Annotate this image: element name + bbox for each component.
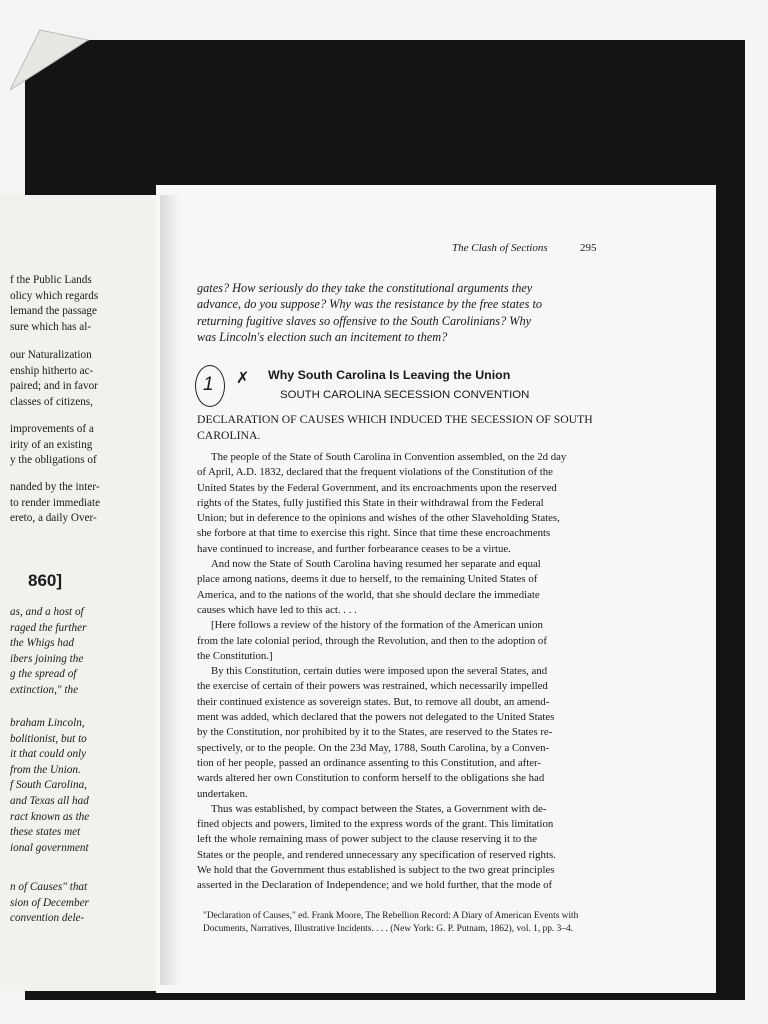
body-line: by the Constitution, nor prohibited by it to the States, are reserved to the States re-	[197, 726, 553, 739]
left-line: it that could only	[10, 748, 87, 761]
left-line: classes of citizens,	[10, 395, 93, 408]
declaration-line: DECLARATION OF CAUSES WHICH INDUCED THE SECESSION OF SOUTH	[197, 413, 593, 426]
declaration-line: CAROLINA.	[197, 428, 261, 442]
left-line: enship hitherto ac-	[10, 364, 94, 377]
body-line: the exercise of certain of their powers was restrained, which necessarily impelled	[197, 680, 548, 693]
left-line: sion of December	[10, 896, 89, 909]
left-block-1	[10, 273, 98, 335]
body-line: The people of the State of South Carolina in Convention assembled, on the 2d day	[211, 451, 567, 463]
body-line: their continued existence as sovereign states. But, to remove all doubt, an amend-	[197, 695, 550, 708]
footnote-line: "Declaration of Causes," ed. Frank Moore, The Rebellion Record: A Diary of American Events with	[203, 911, 579, 921]
left-line: from the Union.	[10, 763, 81, 776]
folded-corner	[0, 0, 90, 90]
body-line: Thus was established, by compact between the States, a Government with de-	[211, 802, 547, 815]
left-block-3	[10, 422, 97, 469]
body-line: We hold that the Government thus established is subject to the two great principles	[197, 864, 555, 877]
left-line: raged the further	[10, 621, 87, 634]
question-line: returning fugitive slaves so offensive to the South Carolinians? Why	[197, 313, 532, 328]
left-line: sure which has al-	[10, 320, 92, 333]
body-line: ment was added, which declared that the powers not delegated to the United States	[197, 711, 555, 724]
body-line: from the late colonial period, through the Revolution, and then to the adoption of	[197, 634, 547, 647]
body-line: rights of the States, fully justified this State in their withdrawal from the Federal	[197, 496, 544, 509]
footnote-line: Documents, Narratives, Illustrative Incidents. . . . (New York: G. P. Putnam, 1862), vol. 1, pp. 3–4.	[203, 923, 574, 934]
left-line: ibers joining the	[10, 652, 84, 665]
left-line: the Whigs had	[10, 637, 75, 650]
left-line: olicy which regards	[10, 289, 99, 302]
left-block-6	[10, 716, 89, 856]
left-line: ional government	[10, 841, 89, 854]
left-line: g the spread of	[10, 668, 77, 681]
body-line: spectively, or to the people. On the 23d May, 1788, South Carolina, by a Conven-	[197, 741, 550, 754]
left-block-4	[10, 480, 100, 527]
handwritten-circled-number	[195, 365, 225, 407]
left-line: as, and a host of	[10, 606, 84, 618]
left-line: braham Lincoln,	[10, 717, 85, 729]
body-line: [Here follows a review of the history of the formation of the American union	[211, 619, 543, 632]
body-line: causes which have led to this act. . . .	[197, 603, 357, 616]
source-footnote	[203, 910, 608, 936]
left-line: nanded by the inter-	[10, 481, 100, 493]
left-line: f South Carolina,	[10, 779, 87, 792]
question-line: advance, do you suppose? Why was the resistance by the free states to	[197, 297, 543, 312]
declaration-heading	[197, 412, 597, 443]
left-line: lemand the passage	[10, 305, 97, 318]
paragraph	[197, 618, 607, 664]
paragraph	[197, 664, 607, 802]
left-line: ereto, a daily Over-	[10, 512, 97, 525]
body-line: undertaken.	[197, 787, 248, 800]
body-line: tion of her people, passed an ordinance assenting to this Constitution, and after-	[197, 756, 542, 769]
page-number: 295	[580, 242, 597, 254]
left-line: convention dele-	[10, 912, 85, 925]
handwritten-mark: ✗	[236, 370, 250, 387]
body-line: By this Constitution, certain duties were imposed upon the several States, and	[211, 665, 548, 678]
body-line: she forbore at that time to exercise this right. Since that time these encroachments	[197, 527, 551, 540]
left-line: improvements of a	[10, 423, 94, 435]
body-line: wards altered her own Constitution to conform herself to the obligations she had	[197, 772, 545, 785]
body-line: fined objects and powers, limited to the express words of the grant. This limitation	[197, 818, 554, 831]
left-line: ract known as the	[10, 810, 90, 823]
circled-number-text: 1	[203, 374, 214, 395]
section-subtitle: SOUTH CAROLINA SECESSION CONVENTION	[280, 389, 530, 401]
left-line: y the obligations of	[10, 454, 97, 467]
page-gutter-shadow	[160, 195, 180, 985]
left-line: f the Public Lands	[10, 274, 92, 286]
body-line: the Constitution.]	[197, 649, 273, 662]
left-block-7	[10, 880, 89, 927]
section-title: Why South Carolina Is Leaving the Union	[268, 368, 511, 382]
left-year-heading: 860]	[28, 571, 63, 590]
left-line: n of Causes" that	[10, 881, 88, 893]
left-line: paired; and in favor	[10, 380, 98, 393]
question-line: gates? How seriously do they take the constitutional arguments they	[197, 281, 533, 295]
paragraph	[197, 450, 607, 557]
left-block-2	[10, 348, 98, 410]
left-line: extinction," the	[10, 683, 79, 696]
left-line: these states met	[10, 826, 81, 839]
body-line: left the whole remaining mass of power subject to the clause reserving it to the	[197, 833, 538, 846]
body-line: States or the people, and rendered unnecessary any specification of reserved rights.	[197, 848, 556, 861]
paragraph	[197, 557, 607, 618]
body-line: United States by the Federal Government, and its encroachments upon the reserved	[197, 481, 557, 494]
body-line: of April, A.D. 1832, declared that the frequent violations of the Constitution of the	[197, 466, 553, 479]
discussion-questions	[197, 280, 587, 345]
left-line: bolitionist, but to	[10, 732, 87, 745]
body-line: asserted in the Declaration of Independence; and we hold further, that the mode of	[197, 879, 553, 892]
left-line: our Naturalization	[10, 349, 92, 361]
left-line: irity of an existing	[10, 438, 93, 451]
left-line: to render immediate	[10, 496, 101, 509]
question-line: was Lincoln's election such an incitement to them?	[197, 329, 448, 344]
left-block-5	[10, 605, 86, 699]
body-line: have continued to increase, and further forbearance ceases to be a virtue.	[197, 542, 511, 555]
body-line: Union; but in deference to the opinions and wishes of the other Slaveholding States,	[197, 512, 560, 525]
running-header: The Clash of Sections	[452, 242, 548, 254]
left-line: and Texas all had	[10, 794, 89, 807]
body-line: And now the State of South Carolina having resumed her separate and equal	[211, 558, 541, 571]
body-line: place among nations, deems it due to herself, to the remaining United States of	[197, 573, 538, 586]
paragraph	[197, 802, 607, 894]
document-body	[197, 450, 607, 894]
body-line: America, and to the nations of the world, that she should declare the immediate	[197, 588, 540, 601]
